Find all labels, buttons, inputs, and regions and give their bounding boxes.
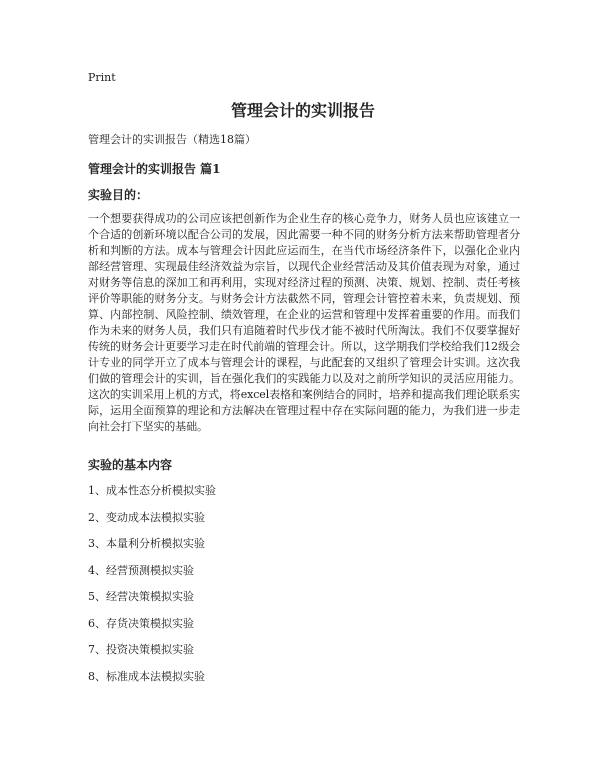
list-item: 6、存货决策模拟实验 — [88, 616, 194, 630]
experiment-list — [88, 484, 216, 696]
objective-paragraph: 一个想要获得成功的公司应该把创新作为企业生存的核心竞争力，财务人员也应该建立一个合适的创新环境以配合公司的发展，因此需要一种不同的财务分析方法来帮助管理者分析和判断的方法。成本与管理会计因此应运而生，在当代市场经济条件下，以强化企业内部经营管理、实现最佳经济效益为宗旨，以现代企业经营活动及其价值表现为对象，通过对财务等信息的深加工和再利用，实现对经济过程的预测、决策、规划、控制、责任考核评价等职能的财务分支。与财务会计方法截然不同，管理会计管控着未来，负责规划、预算、内部控制、风险控制、绩效管理，在企业的运营和管理中发挥着重要的作用。而我们作为未来的财务人员，我们只有追随着时代步伐才能不被时代所淘汰。我们不仅要掌握好传统的财务会计更要学习走在时代前端的管理会计。所以，这学期我们学校给我们12级会计专业的同学开立了成本与管理会计的课程，与此配套的又组织了管理会计实训。这次我们做的管理会计的实训，旨在强化我们的实践能力以及对之前所学知识的灵活应用能力。这次的实训采用上机的方式，将excel表格和案例结合的同时，培养和提高我们理论联系实际，运用全面预算的理论和方法解决在管理过程中存在实际问题的能力，为我们进一步走向社会打下坚实的基础。 — [88, 212, 520, 433]
list-item: 2、变动成本法模拟实验 — [88, 510, 205, 524]
section-heading: 管理会计的实训报告 篇1 — [88, 162, 221, 176]
content-heading: 实验的基本内容 — [88, 458, 173, 472]
list-item: 4、经营预测模拟实验 — [88, 563, 194, 577]
list-item: 7、投资决策模拟实验 — [88, 643, 194, 656]
document-title: 管理会计的实训报告 — [230, 101, 375, 120]
list-item: 8、标准成本法模拟实验 — [88, 669, 205, 683]
list-item: 1、成本性态分析模拟实验 — [88, 484, 216, 497]
list-item: 5、经营决策模拟实验 — [88, 590, 194, 603]
objective-heading: 实验目的： — [88, 188, 149, 202]
print-label: Print — [88, 71, 116, 84]
list-item: 3、本量利分析模拟实验 — [88, 537, 205, 550]
document-subtitle: 管理会计的实训报告（精选18篇） — [88, 133, 256, 146]
